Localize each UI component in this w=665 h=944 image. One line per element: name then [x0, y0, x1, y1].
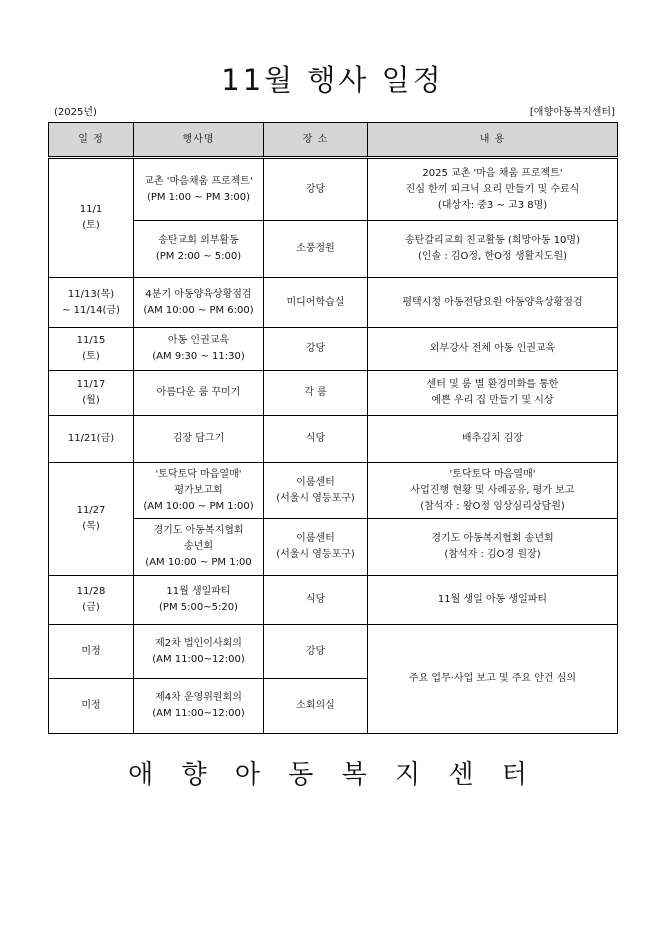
- cell-event: [134, 328, 264, 371]
- table-row: [49, 519, 618, 576]
- cell-line: 11월 생일 아동 생일파티: [437, 594, 548, 605]
- cell-line: 11/1: [79, 204, 103, 215]
- table-row: [49, 463, 618, 519]
- cell-date: [49, 416, 134, 463]
- cell-line: (AM 10:00 ~ PM 1:00): [143, 500, 254, 512]
- cell-date: [49, 576, 134, 625]
- cell-line: (대상자: 중3 ~ 고3 8명): [437, 199, 548, 211]
- cell-line: (AM 11:00~12:00): [152, 708, 245, 719]
- cell-place: [264, 463, 368, 519]
- cell-line: (토): [82, 351, 100, 362]
- cell-line: 이룸센터: [296, 476, 335, 488]
- cell-line: '토닥토닥 마음열매': [155, 468, 242, 480]
- cell-place: [264, 679, 368, 734]
- table-row: [49, 371, 618, 416]
- cell-line: 4분기 아동양육상황점검: [145, 288, 252, 300]
- cell-date: [49, 625, 134, 679]
- page-title: 11월 행사 일정: [221, 63, 444, 97]
- cell-line: 송년회: [184, 541, 213, 552]
- cell-event: [134, 221, 264, 278]
- cell-event: [134, 463, 264, 519]
- cell-line: (PM 1:00 ~ PM 3:00): [146, 191, 251, 203]
- cell-place: [264, 371, 368, 416]
- cell-content: [368, 625, 618, 734]
- cell-line: 주요 업무·사업 보고 및 주요 안건 심의: [408, 673, 577, 684]
- organization-footer: 애 향 아 동 복 지 센 터: [128, 760, 537, 790]
- schedule-table: [48, 122, 618, 734]
- cell-date: [49, 328, 134, 371]
- cell-content: [368, 416, 618, 463]
- cell-line: (참석자 : 김O경 원장): [444, 549, 541, 560]
- cell-event: [134, 625, 264, 679]
- cell-line: 11/21(금): [67, 433, 115, 444]
- table-row: [49, 278, 618, 328]
- header-date: 일 정: [49, 123, 134, 158]
- table-row: [49, 416, 618, 463]
- cell-place: [264, 328, 368, 371]
- table-row: [49, 221, 618, 278]
- table-row: [49, 328, 618, 371]
- cell-date: [49, 371, 134, 416]
- cell-content: [368, 328, 618, 371]
- cell-line: (PM 2:00 ~ 5:00): [155, 251, 242, 262]
- cell-line: 배추김치 김장: [461, 433, 524, 444]
- cell-line: (목): [82, 521, 100, 532]
- cell-line: 진심 한끼 피크닉 요리 만들기 및 수료식: [405, 183, 580, 195]
- cell-line: (PM 5:00~5:20): [159, 602, 238, 613]
- cell-line: 아름다운 룸 꾸미기: [156, 387, 241, 398]
- cell-line: 식당: [305, 594, 326, 605]
- cell-line: 강당: [305, 645, 326, 657]
- cell-line: 김장 담그기: [172, 433, 225, 444]
- cell-line: 외부강사 전체 아동 인권교육: [429, 343, 556, 354]
- cell-line: 소풍정원: [296, 243, 335, 254]
- cell-line: 미디어학습실: [286, 296, 345, 308]
- cell-line: 경기도 아동복지협회 송년회: [431, 533, 554, 544]
- cell-line: 미정: [81, 700, 101, 711]
- cell-line: (인솔 : 김O정, 한O정 생활지도원): [417, 251, 568, 262]
- cell-line: (서울시 영등포구): [276, 492, 355, 504]
- cell-line: 강당: [305, 343, 326, 354]
- cell-line: (참석자 : 왕O정 임상심리상담원): [420, 500, 565, 512]
- cell-line: 송탄교회 외부활동: [158, 235, 239, 246]
- cell-line: 11/15: [76, 335, 106, 346]
- cell-line: (AM 9:30 ~ 11:30): [152, 351, 245, 362]
- cell-place: [264, 576, 368, 625]
- cell-place: [264, 221, 368, 278]
- cell-line: 소회의실: [296, 700, 335, 711]
- cell-line: 11/27: [76, 505, 106, 516]
- cell-place: [264, 158, 368, 221]
- cell-line: (AM 11:00~12:00): [152, 653, 245, 665]
- cell-line: 경기도 아동복지협회: [153, 525, 244, 536]
- cell-event: [134, 371, 264, 416]
- cell-place: [264, 416, 368, 463]
- table-row: [49, 625, 618, 679]
- cell-line: 각 룸: [304, 387, 327, 398]
- cell-line: 사업진행 현황 및 사례공유, 평가 보고: [410, 484, 575, 496]
- year-label: (2025년): [54, 107, 97, 118]
- header-content: 내 용: [368, 123, 618, 158]
- cell-line: ~ 11/14(금): [62, 304, 120, 316]
- cell-line: 아동 인권교육: [167, 335, 230, 346]
- cell-event: [134, 158, 264, 221]
- cell-date: [49, 679, 134, 734]
- cell-line: 11/13(목): [67, 288, 115, 300]
- cell-line: 예쁜 우리 집 만들기 및 시상: [431, 395, 554, 406]
- cell-content: [368, 519, 618, 576]
- cell-event: [134, 679, 264, 734]
- cell-content: [368, 221, 618, 278]
- cell-line: 이룸센터: [296, 533, 335, 544]
- cell-line: 11/17: [76, 379, 106, 390]
- cell-date: [49, 463, 134, 576]
- cell-content: [368, 158, 618, 221]
- cell-line: 미정: [81, 645, 101, 657]
- cell-date: [49, 278, 134, 328]
- cell-event: [134, 278, 264, 328]
- cell-line: 2025 교촌 '마음 채움 프로젝트': [422, 167, 563, 179]
- table-row: [49, 576, 618, 625]
- cell-line: (월): [82, 395, 100, 406]
- cell-line: 센터 및 룸 별 환경미화를 통한: [426, 379, 559, 390]
- cell-line: (서울시 영등포구): [276, 549, 355, 560]
- cell-line: 식당: [305, 433, 326, 444]
- cell-place: [264, 625, 368, 679]
- header-event: 행사명: [134, 123, 264, 158]
- table-row: [49, 158, 618, 221]
- cell-content: [368, 278, 618, 328]
- cell-event: [134, 519, 264, 576]
- cell-place: [264, 519, 368, 576]
- cell-line: 11월 생일파티: [166, 586, 231, 597]
- cell-line: 교촌 '마음채움 프로젝트': [144, 175, 253, 187]
- cell-content: [368, 371, 618, 416]
- header-place: 장 소: [264, 123, 368, 158]
- cell-line: (AM 10:00 ~ PM 6:00): [143, 304, 254, 316]
- cell-line: '토닥토닥 마음열매': [449, 468, 536, 480]
- cell-content: [368, 576, 618, 625]
- cell-line: 제4차 운영위원회의: [155, 692, 242, 703]
- cell-line: (금): [82, 602, 100, 613]
- cell-place: [264, 278, 368, 328]
- cell-event: [134, 416, 264, 463]
- cell-line: 평가보고회: [174, 484, 223, 496]
- cell-line: (토): [82, 220, 100, 231]
- header-row: [49, 123, 618, 158]
- cell-line: (AM 10:00 ~ PM 1:00: [145, 557, 252, 568]
- cell-content: [368, 463, 618, 519]
- cell-line: 평택시청 아동전담요원 아동양육상황점검: [402, 296, 583, 308]
- cell-line: 제2차 법인이사회의: [155, 637, 242, 649]
- organization-tag: [애향아동복지센터]: [529, 107, 615, 118]
- cell-line: 11/28: [76, 586, 106, 597]
- cell-line: 송탄갈리교회 친교활동 (희망아동 10명): [405, 235, 580, 246]
- cell-event: [134, 576, 264, 625]
- cell-line: 강당: [305, 183, 326, 195]
- cell-date: [49, 158, 134, 278]
